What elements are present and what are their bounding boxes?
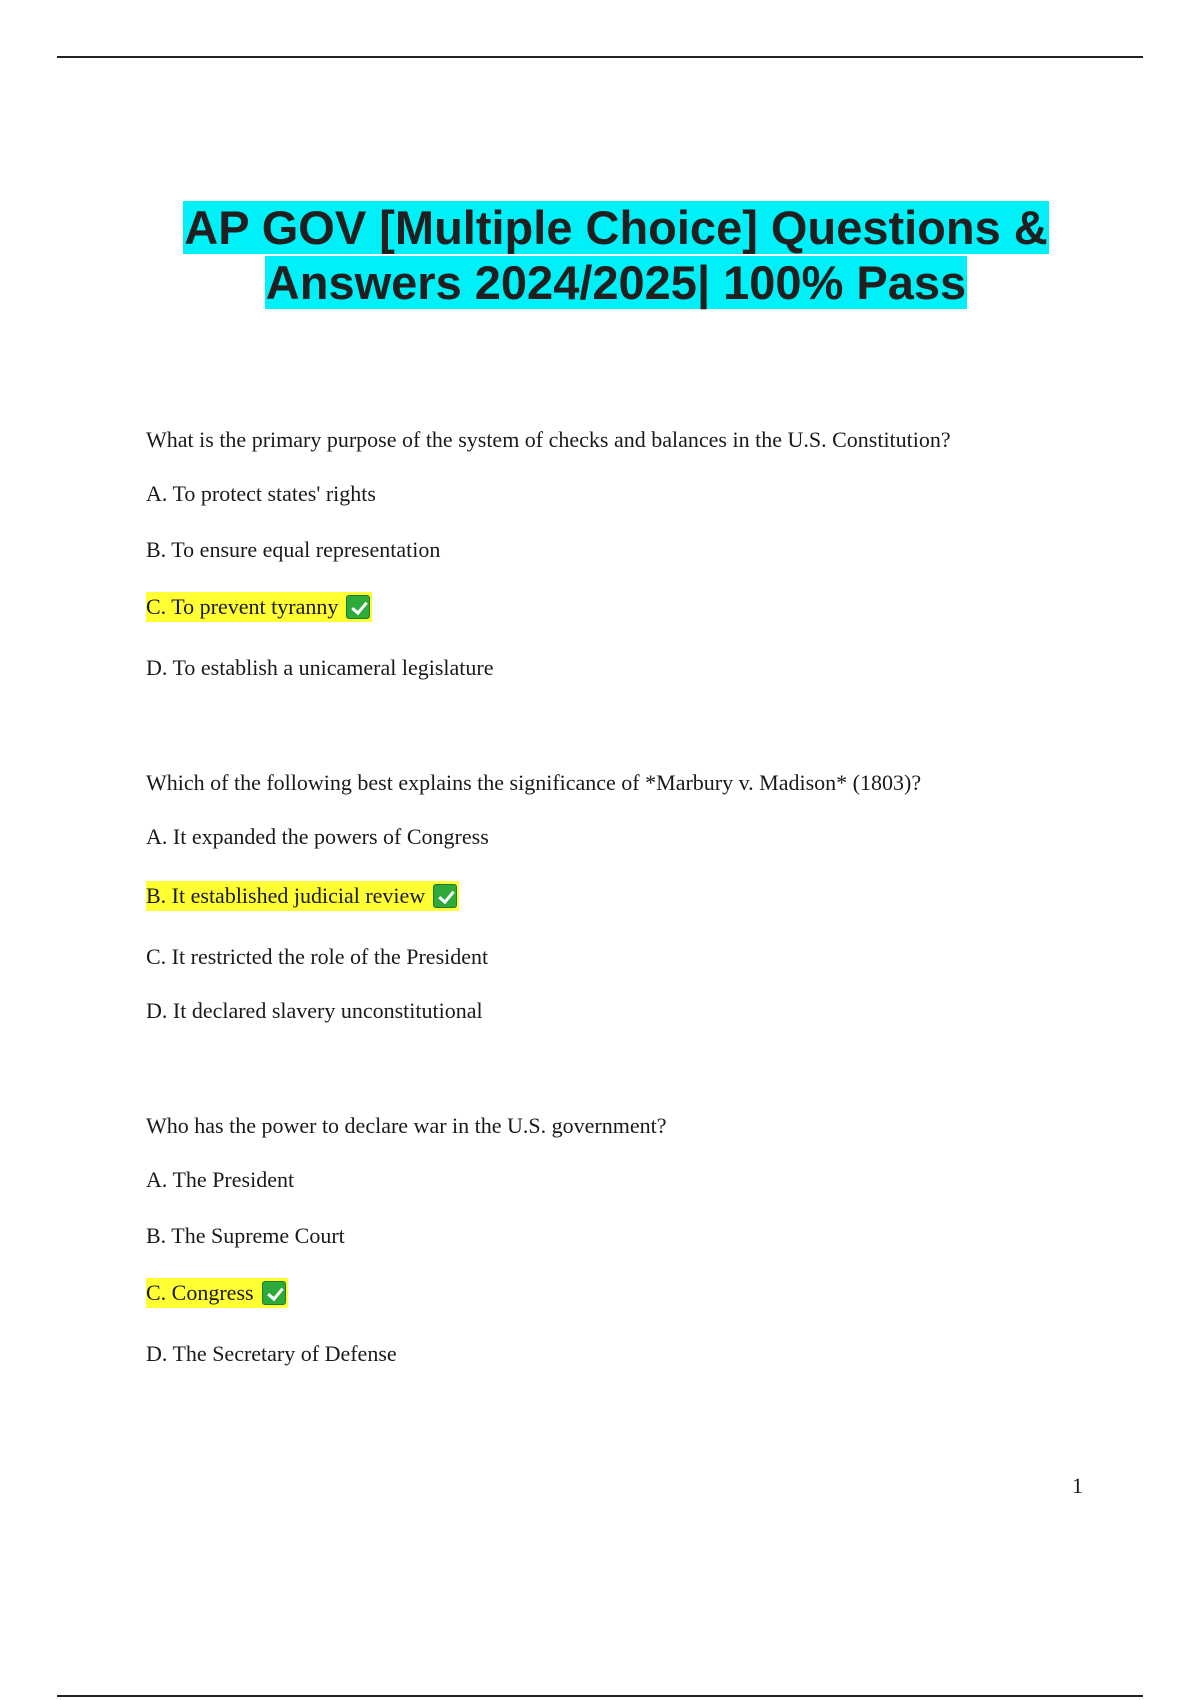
check-mark-icon: [346, 595, 370, 619]
question-text: What is the primary purpose of the system of checks and balances in the U.S. Constitution?: [146, 427, 951, 452]
bottom-rule: [57, 1695, 1143, 1697]
document-title: [100, 200, 1132, 310]
option-a: A. The President: [146, 1167, 295, 1192]
page-number: 1: [1072, 1473, 1083, 1498]
option-c-correct: C. Congress: [146, 1278, 288, 1308]
option-d: D. The Secretary of Defense: [146, 1341, 397, 1366]
question-text: Which of the following best explains the significance of *Marbury v. Madison* (1803)?: [146, 770, 922, 795]
option-c-correct: C. To prevent tyranny: [146, 592, 372, 622]
option-d: D. It declared slavery unconstitutional: [146, 998, 483, 1023]
top-rule: [57, 56, 1143, 58]
title-text: AP GOV [Multiple Choice] Questions & Answers 2024/2025| 100% Pass: [184, 201, 1048, 309]
check-mark-icon: [433, 884, 457, 908]
option-a: A. It expanded the powers of Congress: [146, 824, 489, 849]
option-b: B. To ensure equal representation: [146, 537, 441, 562]
question-text: Who has the power to declare war in the U.S. government?: [146, 1113, 667, 1138]
option-b-correct: B. It established judicial review: [146, 881, 459, 911]
option-a: A. To protect states' rights: [146, 481, 376, 506]
option-d: D. To establish a unicameral legislature: [146, 655, 494, 680]
option-b: B. The Supreme Court: [146, 1223, 345, 1248]
option-c: C. It restricted the role of the President: [146, 944, 489, 969]
check-mark-icon: [262, 1281, 286, 1305]
